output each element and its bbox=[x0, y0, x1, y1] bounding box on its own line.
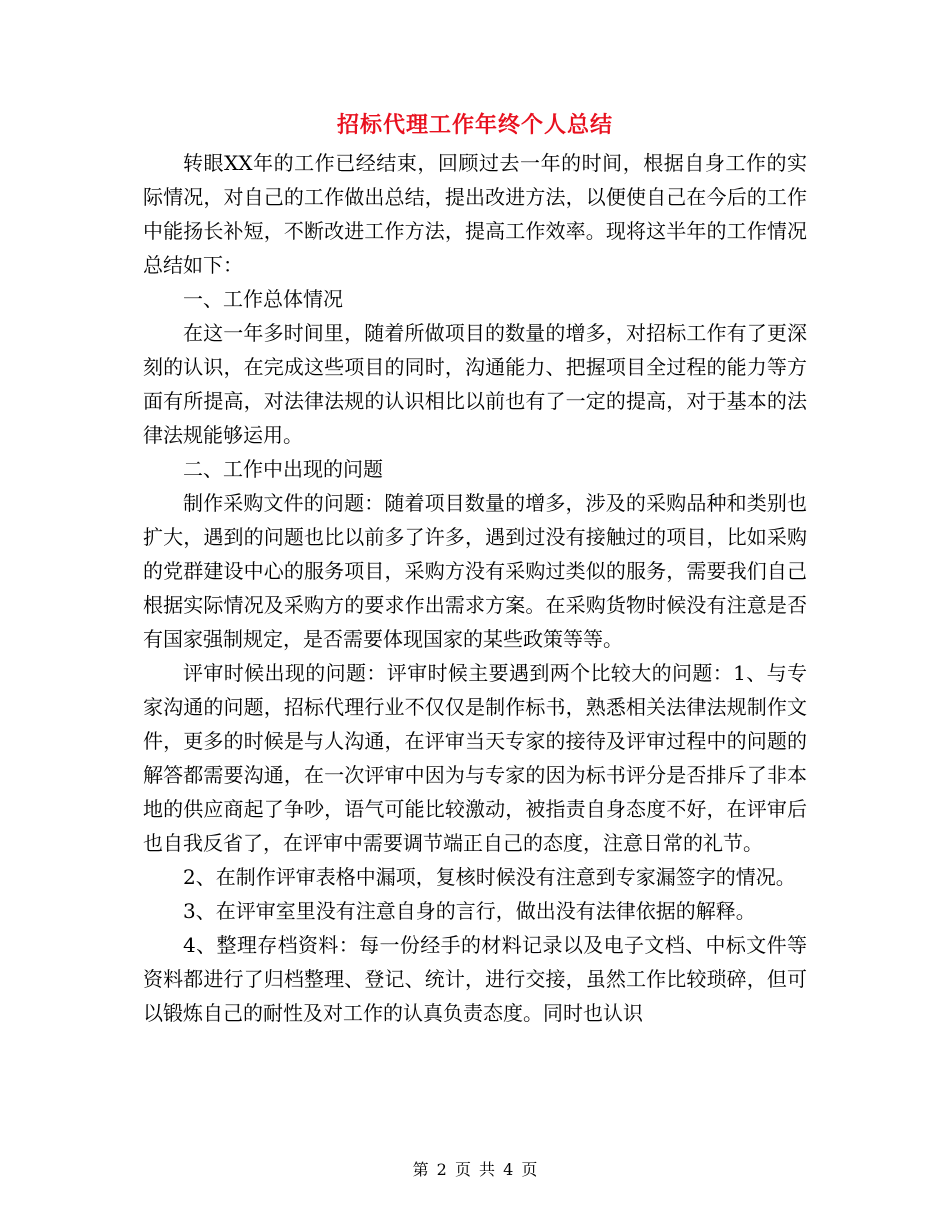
paragraph-item-3: 3、在评审室里没有注意自身的言行，做出没有法律依据的解释。 bbox=[183, 899, 756, 923]
document-title: 招标代理工作年终个人总结 bbox=[336, 112, 613, 138]
page-number-footer: 第 2 页 共 4 页 bbox=[412, 1160, 538, 1179]
document-body bbox=[143, 146, 807, 1030]
paragraph-intro: 转眼XX年的工作已经结束，回顾过去一年的时间，根据自身工作的实际情况，对自己的工作做出总结，提出改进方法，以便使自己在今后的工作中能扬长补短，不断改进工作方法，提高工作效率。现将这半年的工作情况总结如下： bbox=[143, 151, 807, 277]
paragraph-overall: 在这一年多时间里，随着所做项目的数量的增多，对招标工作有了更深刻的认识，在完成这些项目的同时，沟通能力、把握项目全过程的能力等方面有所提高，对法律法规的认识相比以前也有了一定的提高，对于基本的法律法规能够运用。 bbox=[143, 321, 807, 447]
paragraph-item-2: 2、在制作评审表格中漏项，复核时候没有注意到专家漏签字的情况。 bbox=[183, 865, 796, 889]
section-heading-problems: 二、工作中出现的问题 bbox=[183, 457, 383, 481]
section-heading-overall: 一、工作总体情况 bbox=[183, 287, 343, 311]
paragraph-procurement-docs: 制作采购文件的问题：随着项目数量的增多，涉及的采购品种和类别也扩大，遇到的问题也比以前多了许多，遇到过没有接触过的项目，比如采购的党群建设中心的服务项目，采购方没有采购过类似的服务，需要我们自己根据实际情况及采购方的要求作出需求方案。在采购货物时候没有注意是否有国家强制规定，是否需要体现国家的某些政策等等。 bbox=[143, 491, 807, 651]
paragraph-review-problems: 评审时候出现的问题：评审时候主要遇到两个比较大的问题：1、与专家沟通的问题，招标代理行业不仅仅是制作标书，熟悉相关法律法规制作文件，更多的时候是与人沟通，在评审当天专家的接待及评审过程中的问题的解答都需要沟通，在一次评审中因为与专家的因为标书评分是否排斥了非本地的供应商起了争吵，语气可能比较激动，被指责自身态度不好，在评审后也自我反省了，在评审中需要调节端正自己的态度，注意日常的礼节。 bbox=[143, 661, 807, 855]
paragraph-item-4: 4、整理存档资料：每一份经手的材料记录以及电子文档、中标文件等资料都进行了归档整理、登记、统计，进行交接，虽然工作比较琐碎，但可以锻炼自己的耐性及对工作的认真负责态度。同时也认识 bbox=[143, 933, 807, 1025]
